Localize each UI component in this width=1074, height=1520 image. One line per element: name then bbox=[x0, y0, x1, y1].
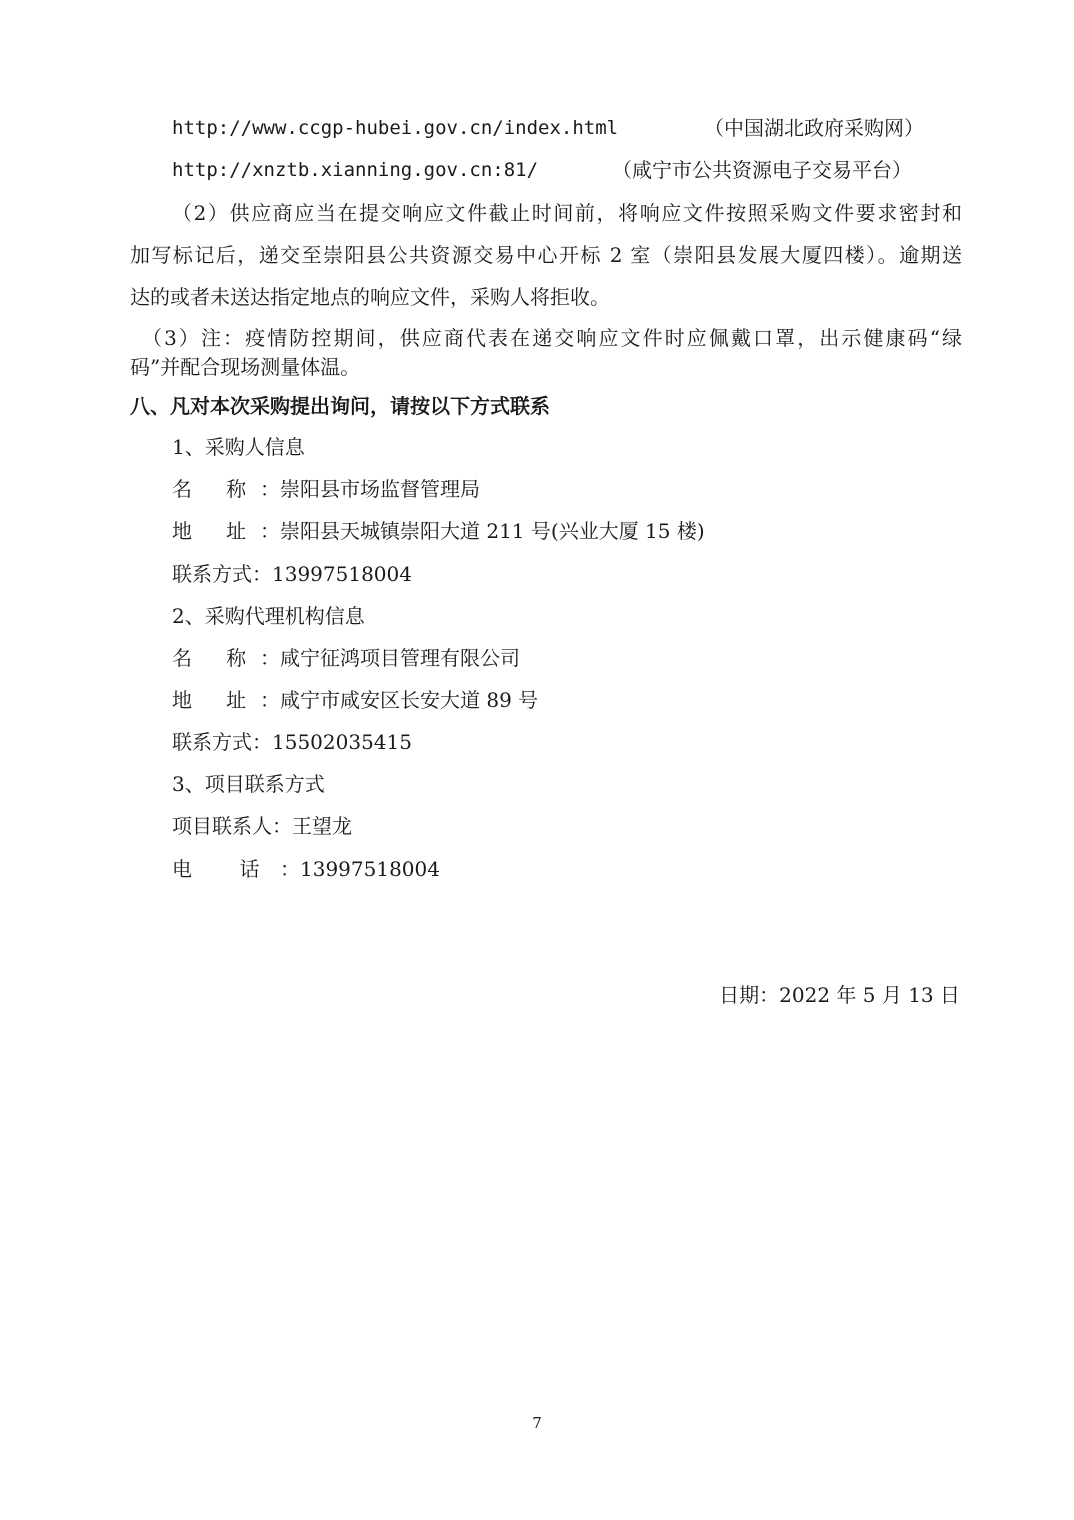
project-title: 3、项目联系方式 bbox=[172, 772, 325, 796]
page-number: 7 bbox=[532, 1414, 542, 1432]
ccgp-site-name: （中国湖北政府采购网） bbox=[704, 116, 924, 140]
agency-title: 2、采购代理机构信息 bbox=[172, 604, 365, 628]
xianning-site-name: （咸宁市公共资源电子交易平台） bbox=[612, 158, 912, 182]
agency-address-row bbox=[172, 686, 538, 714]
agency-contact-value: 15502035415 bbox=[272, 730, 412, 754]
agency-name-label: 名 称： bbox=[172, 646, 280, 670]
project-person-value: 王望龙 bbox=[292, 814, 352, 838]
buyer-contact-label: 联系方式： bbox=[172, 562, 272, 586]
xianning-url[interactable]: http://xnztb.xianning.gov.cn:81/ bbox=[172, 159, 539, 181]
buyer-address-row bbox=[172, 517, 705, 545]
para2-line2: 加写标记后，递交至崇阳县公共资源交易中心开标 2 室（崇阳县发展大厦四楼）。逾期送 bbox=[130, 243, 962, 267]
section8-heading: 八、凡对本次采购提出询问，请按以下方式联系 bbox=[130, 394, 550, 418]
agency-name-row bbox=[172, 644, 520, 672]
agency-contact-label: 联系方式： bbox=[172, 730, 272, 754]
buyer-address-value: 崇阳县天城镇崇阳大道 211 号(兴业大厦 15 楼) bbox=[280, 519, 705, 543]
date-line: 日期：2022 年 5 月 13 日 bbox=[719, 983, 960, 1007]
para2-line3: 达的或者未送达指定地点的响应文件，采购人将拒收。 bbox=[130, 285, 610, 309]
project-phone-label: 电 话： bbox=[172, 857, 300, 881]
para3-line1: （3）注：疫情防控期间，供应商代表在递交响应文件时应佩戴口罩，出示健康码“绿 bbox=[142, 326, 962, 350]
agency-contact-row bbox=[172, 728, 412, 756]
project-person-row bbox=[172, 812, 352, 840]
buyer-contact-row bbox=[172, 560, 412, 588]
para2-line1: （2）供应商应当在提交响应文件截止时间前，将响应文件按照采购文件要求密封和 bbox=[172, 201, 962, 225]
buyer-contact-value: 13997518004 bbox=[272, 562, 412, 586]
agency-name-value: 咸宁征鸿项目管理有限公司 bbox=[280, 646, 520, 670]
buyer-title: 1、采购人信息 bbox=[172, 435, 305, 459]
ccgp-url[interactable]: http://www.ccgp-hubei.gov.cn/index.html bbox=[172, 117, 619, 139]
agency-address-value: 咸宁市咸安区长安大道 89 号 bbox=[280, 688, 539, 712]
buyer-address-label: 地 址： bbox=[172, 519, 280, 543]
project-phone-value: 13997518004 bbox=[300, 857, 440, 881]
buyer-name-row bbox=[172, 475, 480, 503]
project-phone-row bbox=[172, 855, 440, 883]
buyer-name-label: 名 称： bbox=[172, 477, 280, 501]
buyer-name-value: 崇阳县市场监督管理局 bbox=[280, 477, 480, 501]
project-person-label: 项目联系人： bbox=[172, 814, 292, 838]
agency-address-label: 地 址： bbox=[172, 688, 280, 712]
para3-line2: 码”并配合现场测量体温。 bbox=[130, 355, 361, 379]
